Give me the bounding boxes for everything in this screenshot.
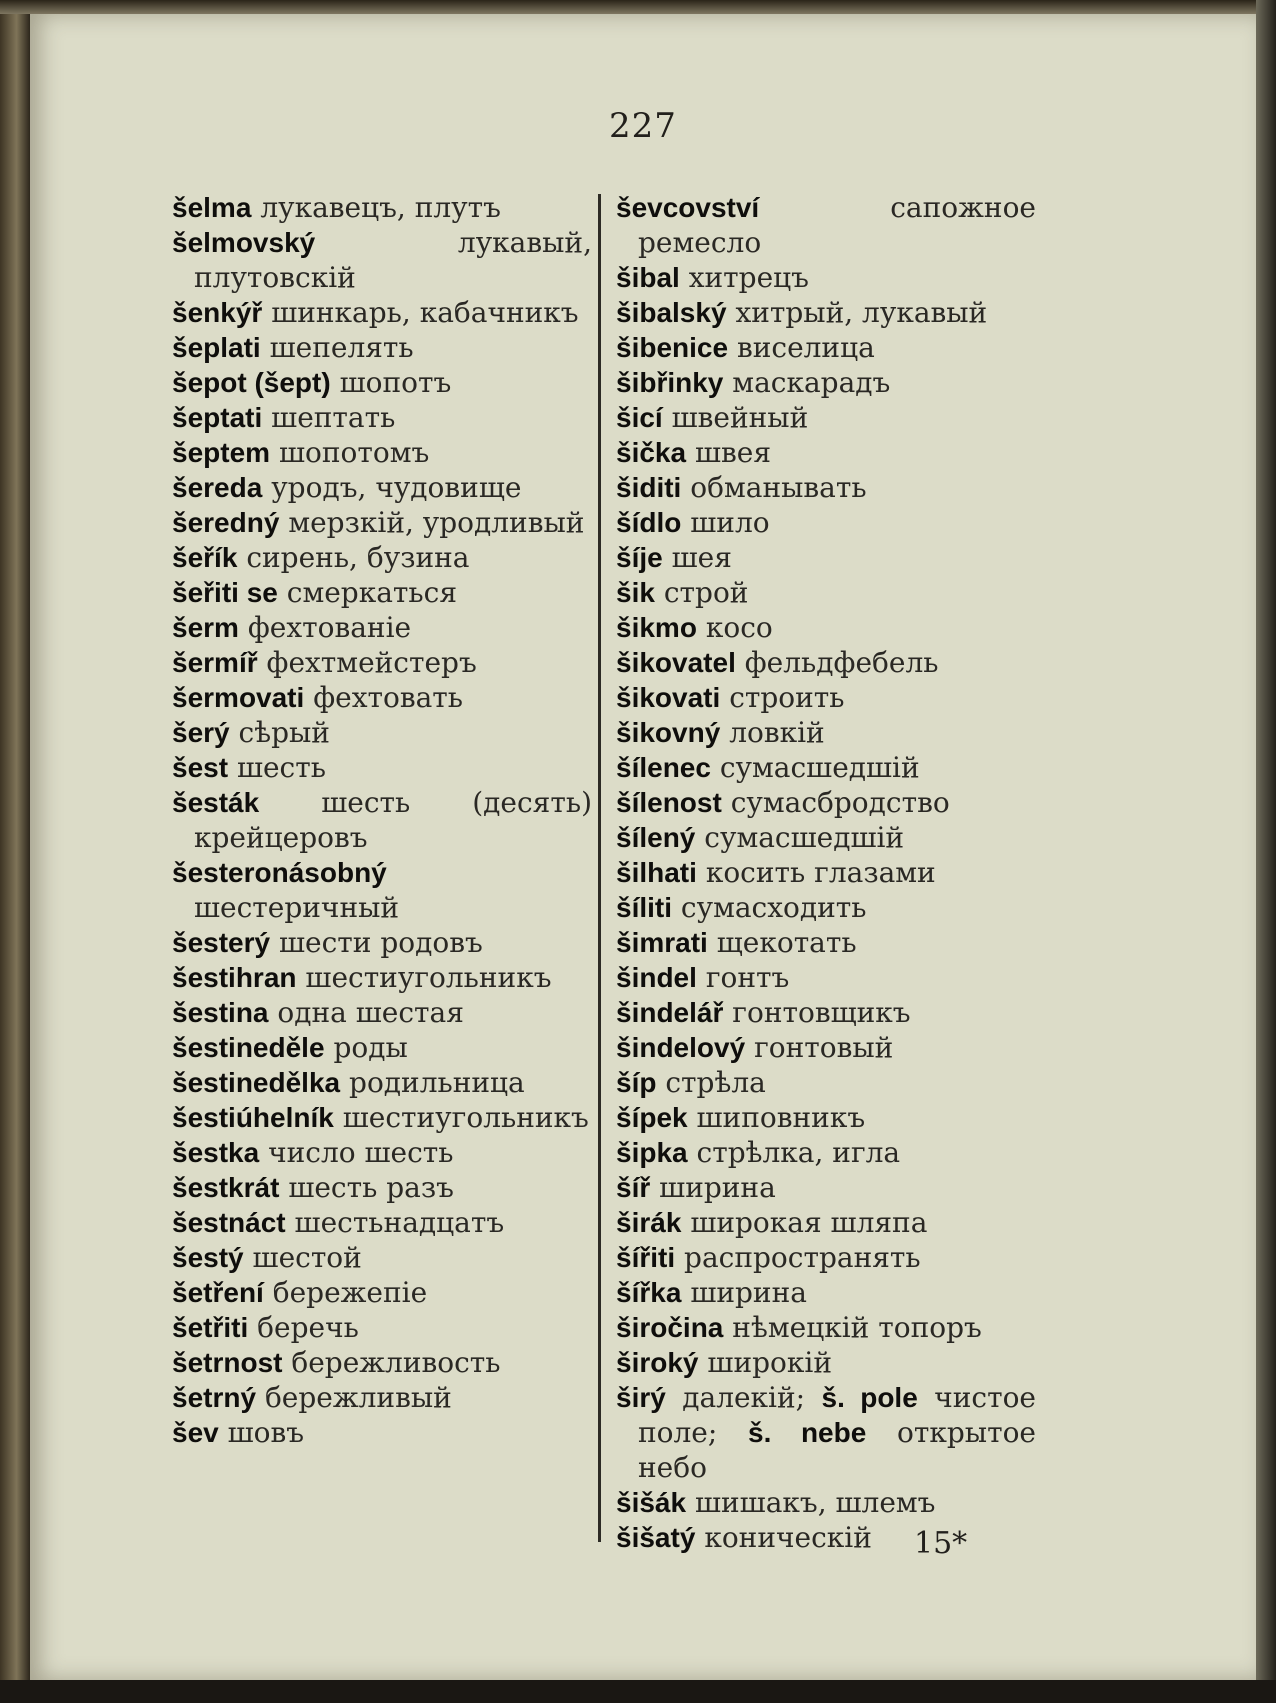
- right-column: [616, 190, 1036, 1555]
- dictionary-entry: [616, 820, 1036, 855]
- entry-translation: строй: [663, 576, 749, 609]
- dictionary-entry: [616, 925, 1036, 960]
- entry-headword: šestineděle: [172, 1032, 325, 1063]
- entry-headword: šípek: [616, 1102, 688, 1133]
- dictionary-entry: [172, 925, 592, 960]
- entry-translation: сирень, бузина: [246, 541, 470, 574]
- entry-headword: šeřík: [172, 542, 238, 573]
- entry-translation: бережливый: [264, 1381, 452, 1414]
- left-column: [172, 190, 592, 1450]
- entry-translation: сумасшедшій: [704, 821, 905, 854]
- entry-translation: бережливость: [291, 1346, 501, 1379]
- entry-translation: шило: [690, 506, 770, 539]
- dictionary-entry: [616, 785, 1036, 820]
- entry-translation: маскарадъ: [732, 366, 891, 399]
- entry-translation: хитрый, лукавый: [735, 296, 988, 329]
- entry-translation: хитрецъ: [688, 261, 809, 294]
- entry-headword: šeptem: [172, 437, 271, 468]
- dictionary-entry: [616, 960, 1036, 995]
- sheet-signature: 15*: [914, 1526, 968, 1561]
- entry-translation: шестиугольникъ: [305, 961, 552, 994]
- dictionary-entry: [172, 1415, 592, 1450]
- dictionary-page: [30, 14, 1256, 1680]
- entry-translation: чистое поле;: [638, 1381, 1036, 1449]
- dictionary-entry: [616, 890, 1036, 925]
- entry-headword: šídlo: [616, 507, 682, 538]
- dictionary-entry: [616, 1520, 1036, 1555]
- entry-translation: шесть: [236, 751, 326, 784]
- entry-headword: šindelář: [616, 997, 724, 1028]
- entry-headword: šestnáct: [172, 1207, 286, 1238]
- dictionary-entry: [172, 575, 592, 610]
- entry-translation: шинкарь, кабачникъ: [271, 296, 579, 329]
- dictionary-entry: [616, 470, 1036, 505]
- entry-headword: šindelový: [616, 1032, 746, 1063]
- entry-headword: šetrný: [172, 1382, 257, 1413]
- entry-translation: широкій: [707, 1346, 832, 1379]
- dictionary-entry: [172, 1100, 592, 1135]
- dictionary-entry: [616, 1240, 1036, 1275]
- entry-headword: šesták: [172, 787, 260, 818]
- entry-headword: širočina: [616, 1312, 724, 1343]
- dictionary-entry: [172, 855, 592, 925]
- entry-headword: šipka: [616, 1137, 688, 1168]
- entry-translation: косо: [705, 611, 773, 644]
- entry-headword: šerý: [172, 717, 230, 748]
- dictionary-entry: [172, 470, 592, 505]
- dictionary-entry: [172, 960, 592, 995]
- entry-translation: стрѣлка, игла: [696, 1136, 901, 1169]
- entry-headword: šicí: [616, 402, 663, 433]
- dictionary-entry: [172, 1310, 592, 1345]
- entry-translation: шестьнадцатъ: [294, 1206, 505, 1239]
- entry-headword: šesterý: [172, 927, 271, 958]
- entry-headword: šermovati: [172, 682, 305, 713]
- dictionary-entry: [172, 1030, 592, 1065]
- entry-translation: нѣмецкій топоръ: [732, 1311, 982, 1344]
- entry-headword: šelmovský: [172, 227, 316, 258]
- entry-headword: š. pole: [821, 1382, 918, 1413]
- entry-translation: шовъ: [227, 1416, 305, 1449]
- entry-translation: шесть (десять) крейцеровъ: [194, 786, 592, 854]
- entry-translation: обманывать: [690, 471, 867, 504]
- entry-headword: šenkýř: [172, 297, 263, 328]
- entry-headword: širák: [616, 1207, 682, 1238]
- page-number: 227: [609, 106, 677, 146]
- entry-translation: число шесть: [268, 1136, 454, 1169]
- entry-translation: строить: [729, 681, 845, 714]
- entry-headword: šilhati: [616, 857, 697, 888]
- entry-translation: сумасбродство: [730, 786, 950, 819]
- dictionary-entry: [172, 540, 592, 575]
- dictionary-entry: [616, 1135, 1036, 1170]
- dictionary-entry: [616, 1485, 1036, 1520]
- page-top-edge: [0, 0, 1276, 14]
- dictionary-entry: [616, 1170, 1036, 1205]
- entry-translation: шопотомъ: [278, 436, 430, 469]
- entry-headword: šibenice: [616, 332, 729, 363]
- dictionary-entry: [616, 1275, 1036, 1310]
- entry-translation: шея: [671, 541, 732, 574]
- entry-headword: šířiti: [616, 1242, 676, 1273]
- dictionary-entry: [616, 680, 1036, 715]
- dictionary-entry: [616, 1345, 1036, 1380]
- entry-translation: шиповникъ: [696, 1101, 866, 1134]
- entry-headword: šířka: [616, 1277, 682, 1308]
- entry-translation: родильница: [349, 1066, 525, 1099]
- dictionary-entry: [616, 1310, 1036, 1345]
- entry-translation: шести родовъ: [279, 926, 483, 959]
- dictionary-entry: [616, 1065, 1036, 1100]
- entry-translation: фехтовать: [313, 681, 464, 714]
- entry-translation: шесть разъ: [288, 1171, 454, 1204]
- dictionary-entry: [616, 505, 1036, 540]
- page-right-edge: [1256, 0, 1276, 1703]
- entry-translation: шестой: [252, 1241, 362, 1274]
- dictionary-entry: [172, 295, 592, 330]
- column-divider: [598, 194, 601, 1542]
- dictionary-entry: [172, 400, 592, 435]
- entry-headword: šílený: [616, 822, 696, 853]
- entry-headword: šesteronásobný: [172, 857, 387, 888]
- book-binding-edge: [0, 0, 30, 1703]
- entry-headword: širý: [616, 1382, 666, 1413]
- dictionary-entry: [616, 260, 1036, 295]
- dictionary-entry: [616, 855, 1036, 890]
- entry-translation: сѣрый: [238, 716, 330, 749]
- entry-headword: šindel: [616, 962, 697, 993]
- entry-headword: šestka: [172, 1137, 260, 1168]
- entry-translation: роды: [333, 1031, 408, 1064]
- dictionary-entry: [172, 1065, 592, 1100]
- entry-headword: šetrnost: [172, 1347, 283, 1378]
- dictionary-entry: [616, 435, 1036, 470]
- entry-translation: гонтовый: [754, 1031, 894, 1064]
- entry-translation: шестиугольникъ: [342, 1101, 589, 1134]
- dictionary-entry: [172, 680, 592, 715]
- entry-translation: широкая шляпа: [690, 1206, 928, 1239]
- entry-translation: далекій;: [682, 1381, 806, 1414]
- dictionary-entry: [172, 190, 592, 225]
- dictionary-entry: [172, 505, 592, 540]
- entry-translation: распространять: [684, 1241, 921, 1274]
- entry-translation: ширина: [690, 1276, 807, 1309]
- entry-headword: šestý: [172, 1242, 244, 1273]
- dictionary-entry: [172, 225, 592, 295]
- entry-translation: мерзкій, уродливый: [288, 506, 585, 539]
- dictionary-entry: [172, 750, 592, 785]
- dictionary-entry: [616, 995, 1036, 1030]
- entry-translation: сумасшедшій: [719, 751, 920, 784]
- entry-translation: фехтованіе: [247, 611, 412, 644]
- entry-translation: сумасходить: [680, 891, 867, 924]
- entry-translation: щекотать: [716, 926, 857, 959]
- dictionary-entry: [616, 365, 1036, 400]
- entry-headword: šest: [172, 752, 229, 783]
- entry-headword: široký: [616, 1347, 699, 1378]
- entry-translation: одна шестая: [277, 996, 464, 1029]
- entry-headword: šestina: [172, 997, 269, 1028]
- entry-translation: гонтъ: [705, 961, 790, 994]
- entry-headword: šeredný: [172, 507, 280, 538]
- entry-headword: šepot (šept): [172, 367, 331, 398]
- dictionary-entry: [172, 1275, 592, 1310]
- dictionary-entry: [616, 1100, 1036, 1135]
- entry-translation: фехтмейстеръ: [266, 646, 477, 679]
- entry-headword: šibřinky: [616, 367, 724, 398]
- entry-translation: стрѣла: [665, 1066, 766, 1099]
- entry-headword: šibalský: [616, 297, 727, 328]
- entry-headword: šiditi: [616, 472, 682, 503]
- entry-translation: сапожное ремесло: [638, 191, 1036, 259]
- dictionary-entry: [172, 610, 592, 645]
- dictionary-entry: [616, 540, 1036, 575]
- dictionary-entry: [172, 1205, 592, 1240]
- dictionary-entry: [616, 190, 1036, 260]
- dictionary-entry: [616, 330, 1036, 365]
- entry-headword: šev: [172, 1417, 219, 1448]
- dictionary-entry: [616, 610, 1036, 645]
- entry-headword: šišatý: [616, 1522, 696, 1553]
- dictionary-entry: [172, 645, 592, 680]
- entry-headword: šereda: [172, 472, 263, 503]
- dictionary-entry: [616, 715, 1036, 750]
- dictionary-entry: [616, 750, 1036, 785]
- entry-translation: ловкій: [729, 716, 825, 749]
- dictionary-entry: [172, 1135, 592, 1170]
- entry-headword: šestinedělka: [172, 1067, 341, 1098]
- entry-headword: šeplati: [172, 332, 261, 363]
- entry-translation: коническій: [704, 1521, 872, 1554]
- dictionary-entry: [172, 995, 592, 1030]
- dictionary-entry: [616, 1380, 1036, 1485]
- entry-headword: šička: [616, 437, 687, 468]
- entry-headword: šibal: [616, 262, 680, 293]
- entry-translation: шопотъ: [339, 366, 452, 399]
- entry-translation: виселица: [736, 331, 875, 364]
- entry-headword: šíp: [616, 1067, 657, 1098]
- dictionary-entry: [172, 365, 592, 400]
- entry-headword: ševcovství: [616, 192, 760, 223]
- entry-translation: шишакъ, шлемъ: [694, 1486, 936, 1519]
- entry-headword: šestkrát: [172, 1172, 280, 1203]
- dictionary-entry: [172, 715, 592, 750]
- entry-headword: šikovný: [616, 717, 721, 748]
- entry-headword: šerm: [172, 612, 239, 643]
- dictionary-entry: [616, 1205, 1036, 1240]
- entry-headword: šestiúhelník: [172, 1102, 334, 1133]
- entry-headword: šetření: [172, 1277, 264, 1308]
- dictionary-entry: [616, 295, 1036, 330]
- entry-translation: открытое небо: [638, 1416, 1036, 1484]
- entry-translation: шестеричный: [194, 891, 400, 924]
- dictionary-entry: [616, 645, 1036, 680]
- entry-headword: šíliti: [616, 892, 673, 923]
- dictionary-entry: [616, 400, 1036, 435]
- entry-headword: šelma: [172, 192, 252, 223]
- entry-translation: уродъ, чудовище: [271, 471, 522, 504]
- entry-headword: šestihran: [172, 962, 297, 993]
- entry-headword: šišák: [616, 1487, 687, 1518]
- entry-headword: šimrati: [616, 927, 708, 958]
- entry-translation: шепелять: [269, 331, 414, 364]
- entry-headword: šeptati: [172, 402, 263, 433]
- dictionary-entry: [172, 1380, 592, 1415]
- entry-translation: фельдфебель: [744, 646, 939, 679]
- entry-headword: šetřiti: [172, 1312, 249, 1343]
- entry-headword: šílenost: [616, 787, 722, 818]
- entry-translation: лукавый, плутовскій: [194, 226, 592, 294]
- entry-translation: швейный: [671, 401, 809, 434]
- dictionary-entry: [172, 1345, 592, 1380]
- dictionary-entry: [172, 1240, 592, 1275]
- dictionary-entry: [616, 575, 1036, 610]
- entry-headword: šik: [616, 577, 655, 608]
- dictionary-entry: [616, 1030, 1036, 1065]
- entry-translation: шептать: [271, 401, 396, 434]
- entry-headword: šikmo: [616, 612, 697, 643]
- entry-translation: косить глазами: [705, 856, 936, 889]
- entry-translation: смеркаться: [286, 576, 457, 609]
- dictionary-entry: [172, 435, 592, 470]
- entry-translation: бережепіе: [272, 1276, 428, 1309]
- page-bottom-edge: [0, 1680, 1276, 1703]
- entry-translation: ширина: [659, 1171, 776, 1204]
- dictionary-entry: [172, 1170, 592, 1205]
- dictionary-entry: [172, 785, 592, 855]
- entry-headword: šermíř: [172, 647, 258, 678]
- dictionary-entry: [172, 330, 592, 365]
- entry-translation: гонтовщикъ: [732, 996, 911, 1029]
- entry-translation: швея: [694, 436, 772, 469]
- entry-headword: š. nebe: [748, 1417, 867, 1448]
- entry-headword: šíř: [616, 1172, 651, 1203]
- entry-headword: šikovatel: [616, 647, 736, 678]
- entry-translation: лукавецъ, плутъ: [260, 191, 501, 224]
- entry-translation: беречь: [257, 1311, 359, 1344]
- entry-headword: šikovati: [616, 682, 721, 713]
- entry-headword: šíje: [616, 542, 663, 573]
- entry-headword: šílenec: [616, 752, 711, 783]
- entry-headword: šeřiti se: [172, 577, 278, 608]
